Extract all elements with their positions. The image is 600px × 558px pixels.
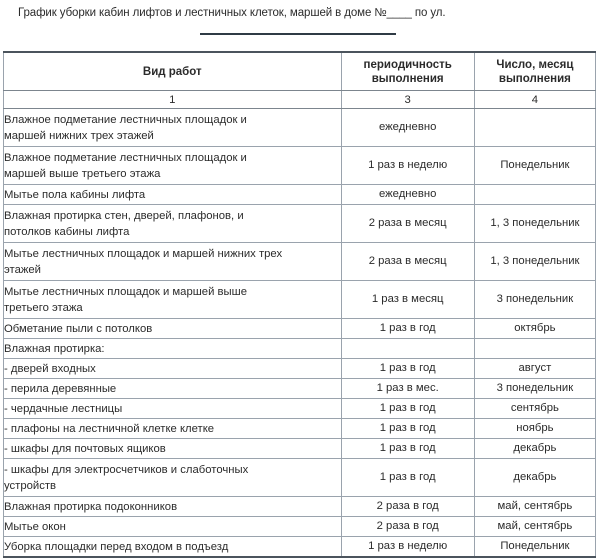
cell-period: 1 раз в год <box>341 319 474 339</box>
cell-work <box>4 243 342 281</box>
cell-work <box>4 205 342 243</box>
cell-date <box>474 185 595 205</box>
cell-date: 1, 3 понедельник <box>474 243 595 281</box>
cell-work-line1: Влажное подметание лестничных площадок и <box>4 151 247 164</box>
cell-period: 1 раз в год <box>341 399 474 419</box>
cell-period: 1 раз в месяц <box>341 281 474 319</box>
cell-period <box>341 339 474 359</box>
cell-work <box>4 537 342 558</box>
table-row <box>4 399 596 419</box>
cell-work-line1: Влажное подметание лестничных площадок и <box>4 113 247 126</box>
cell-work <box>4 459 342 497</box>
cell-work-line1: - чердачные лестницы <box>4 402 123 415</box>
table-row <box>4 339 596 359</box>
cell-period: 1 раз в год <box>341 419 474 439</box>
table-header <box>4 52 596 109</box>
cell-work-line2: потолков кабины лифта <box>4 225 130 238</box>
cell-date: 3 понедельник <box>474 281 595 319</box>
table-row <box>4 109 596 147</box>
cleaning-schedule-sheet <box>3 51 596 558</box>
table-row <box>4 419 596 439</box>
cell-work <box>4 419 342 439</box>
cell-work <box>4 497 342 517</box>
cell-work-line1: - шкафы для электросчетчиков и слаботочных <box>4 463 249 476</box>
cell-work-line2: маршей выше третьего этажа <box>4 167 161 180</box>
cell-work-line1: - шкафы для почтовых ящиков <box>4 442 166 455</box>
cell-date: декабрь <box>474 459 595 497</box>
cell-work <box>4 379 342 399</box>
cell-work <box>4 517 342 537</box>
cell-date <box>474 339 595 359</box>
cell-work-line1: Мытье лестничных площадок и маршей нижних трех <box>4 247 283 260</box>
cell-period: ежедневно <box>341 109 474 147</box>
cell-date: май, сентябрь <box>474 497 595 517</box>
table-row <box>4 497 596 517</box>
table-row <box>4 243 596 281</box>
cell-work-line1: Мытье окон <box>4 520 66 533</box>
page-title: График уборки кабин лифтов и лестничных клеток, маршей в доме №____ по ул. <box>18 7 446 19</box>
table-row <box>4 281 596 319</box>
cell-date: август <box>474 359 595 379</box>
table-row <box>4 205 596 243</box>
cell-work <box>4 439 342 459</box>
table-row <box>4 439 596 459</box>
cell-date: Понедельник <box>474 537 595 558</box>
cell-work-line2: устройств <box>4 479 57 492</box>
table-row <box>4 537 596 558</box>
header-cell-date <box>474 52 595 91</box>
column-number-work: 1 <box>4 91 342 109</box>
header-period-line2: выполнения <box>371 72 444 85</box>
cell-date: май, сентябрь <box>474 517 595 537</box>
cell-work-line1: Обметание пыли с потолков <box>4 322 153 335</box>
cell-date: октябрь <box>474 319 595 339</box>
table-row <box>4 359 596 379</box>
cell-date: 3 понедельник <box>474 379 595 399</box>
cell-work <box>4 339 342 359</box>
cell-period: 2 раза в месяц <box>341 243 474 281</box>
title-underline-rule <box>200 33 396 35</box>
cell-work-line1: - дверей входных <box>4 362 96 375</box>
cell-work <box>4 399 342 419</box>
cell-date: декабрь <box>474 439 595 459</box>
table-row <box>4 147 596 185</box>
cell-work-line1: Влажная протирка подоконников <box>4 500 178 513</box>
cell-work <box>4 185 342 205</box>
column-number-period: 3 <box>341 91 474 109</box>
cell-period: 2 раза в год <box>341 517 474 537</box>
cell-work-line2: третьего этажа <box>4 301 83 314</box>
cell-work-line1: Уборка площадки перед входом в подъезд <box>4 540 229 553</box>
cell-date: ноябрь <box>474 419 595 439</box>
cleaning-schedule-table <box>3 51 596 558</box>
cell-period: 1 раз в неделю <box>341 147 474 185</box>
header-date-line2: выполнения <box>498 72 571 85</box>
cell-period: 2 раза в год <box>341 497 474 517</box>
cell-work-line1: - плафоны на лестничной клетке клетке <box>4 422 215 435</box>
table-row <box>4 379 596 399</box>
cell-work-line2: этажей <box>4 263 41 276</box>
table-row <box>4 185 596 205</box>
cell-date: 1, 3 понедельник <box>474 205 595 243</box>
title-underline-zone <box>0 26 600 51</box>
header-cell-work: Вид работ <box>4 52 342 91</box>
cell-date: сентябрь <box>474 399 595 419</box>
cell-period: 1 раз в год <box>341 459 474 497</box>
cell-work-line2: маршей нижних трех этажей <box>4 129 154 142</box>
header-date-line1: Число, месяц <box>496 58 574 71</box>
cell-date: Понедельник <box>474 147 595 185</box>
table-column-number-row <box>4 91 596 109</box>
header-cell-period <box>341 52 474 91</box>
table-row <box>4 459 596 497</box>
header-period-line1: периодичность <box>363 58 452 71</box>
cell-period: 1 раз в год <box>341 439 474 459</box>
cell-work-line1: - перила деревянные <box>4 382 117 395</box>
cell-work <box>4 281 342 319</box>
cell-date <box>474 109 595 147</box>
table-body <box>4 109 596 558</box>
cell-period: 1 раз в год <box>341 359 474 379</box>
cell-period: 1 раз в мес. <box>341 379 474 399</box>
table-row <box>4 517 596 537</box>
cell-work-line1: Мытье пола кабины лифта <box>4 188 146 201</box>
cell-work <box>4 319 342 339</box>
column-number-date: 4 <box>474 91 595 109</box>
cell-work <box>4 109 342 147</box>
cell-work <box>4 359 342 379</box>
cell-work-line1: Мытье лестничных площадок и маршей выше <box>4 285 247 298</box>
table-header-row <box>4 52 596 91</box>
cell-work-line1: Влажная протирка стен, дверей, плафонов, и <box>4 209 244 222</box>
cell-work <box>4 147 342 185</box>
cell-period: 2 раза в месяц <box>341 205 474 243</box>
cell-period: ежедневно <box>341 185 474 205</box>
cell-period: 1 раз в неделю <box>341 537 474 558</box>
cell-work-line1: Влажная протирка: <box>4 342 105 355</box>
document-title-bar <box>0 0 600 26</box>
table-row <box>4 319 596 339</box>
